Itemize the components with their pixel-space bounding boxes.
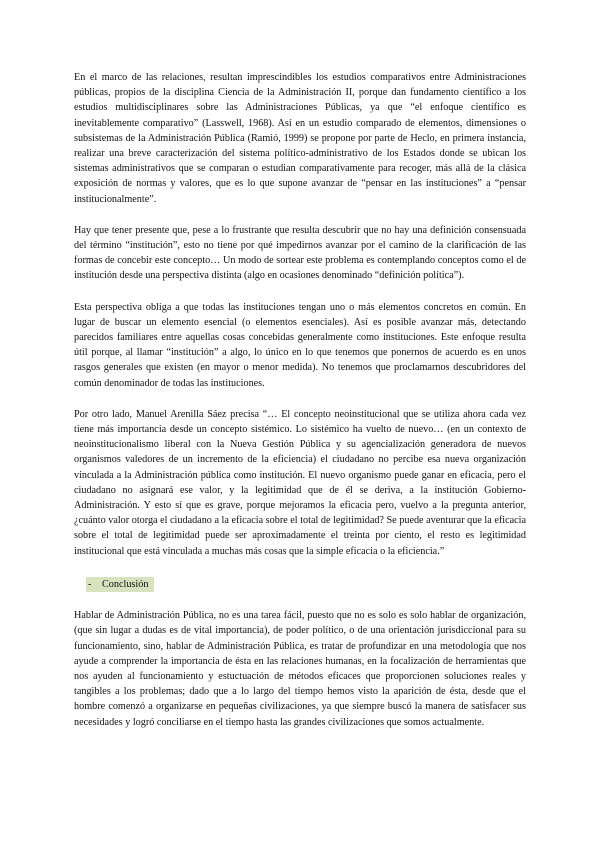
document-page (74, 70, 526, 746)
section-title: Conclusión (102, 578, 149, 590)
paragraph-perspective: Esta perspectiva obliga a que todas las instituciones tengan uno o más elementos concretos en común. En lugar de buscar un elemento esencial (o elementos esenciales). Así es posible avanzar más, detectando parecidos familiares entre aquellas cosas concebidas generalmente como instituciones. Este enfoque resulta útil porque, al llamar “institución” a algo, lo único en lo que tenemos que ponernos de acuerdo es en unos rasgos generales que existen (en mayor o menor medida). No tenemos que proclamarnos descubridores del común denominador de todas las instituciones. (74, 301, 526, 389)
paragraph-conclusion: Hablar de Administración Pública, no es una tarea fácil, puesto que no es solo es solo hablar de organización, (que sin lugar a dudas es de vital importancia), de poder político, o de una orientación jurisdiccional para su funcionamiento, sino, hablar de Administración Pública, es tratar de profundizar en una metodología que nos ayude a comprender la importancia de ésta en las relaciones humanas, en la focalización de herramientas que nos ayuden al funcionamiento y estuctuación de métodos eficaces que proporcionen soluciones reales y tangibles a los problemas; dado que a lo largo del tiempo hemos visto la aparición de ésta, desde que el hombre comenzó a organizarse en pequeñas civilizaciones, ya que siempre buscó la manera de satisfacer sus necesidades y logró conciliarse en el tiempo hasta las grandes civilizaciones que somos actualmente. (74, 610, 526, 728)
section-heading-conclusion (86, 577, 154, 592)
paragraph-comparative-studies: En el marco de las relaciones, resultan imprescindibles los estudios comparativos entre Administraciones públicas, propios de la disciplina Ciencia de la Administración II, porque dan fundamento científico a los estudios multidisciplinares sobre las Administraciones Públicas, ya que “el enfoque científico es inevitablemente comparativo” (Lasswell, 1968). Así en un estudio comparado de elementos, dimensiones o subsistemas de la Administración Pública (Ramió, 1999) se propone por parte de Heclo, en primera instancia, realizar una breve caracterización del sistema político-administrativo de los Estados donde se ubican los sistemas administrativos que se comparan o estudian comparativamente para recoger, más allá de la clásica exposición de normas y valores, que es lo que supone avanzar de “pensar en las instituciones” a “pensar institucionalmente”. (74, 72, 526, 205)
paragraph-arenilla-quote: Por otro lado, Manuel Arenilla Sáez precisa “… El concepto neoinstitucional que se utiliza ahora cada vez tiene más importancia desde un concepto sistémico. Lo sistémico ha vuelto de nuevo… (en un contexto de neoinstitucionalismo liberal con la Nueva Gestión Pública y su agencialización generadora de nuevos organismos valedores de un incremento de la eficiencia) el ciudadano no percibe esa nueva organización vinculada a la Administración pública como institución. El nuevo organismo puede ganar en eficacia, pero el ciudadano no asignará ese valor, y la legitimidad que de él se deriva, a la institución Gobierno-Administración. Y esto sí que es grave, porque mejoramos la eficacia pero, vuelvo a la pregunta anterior, ¿cuánto valor otorga el ciudadano a la eficacia sobre el total de legitimidad? Se puede aventurar que la eficacia sobre el total de legitimidad puede ser aproximadamente el treinta por ciento, el resto es legitimidad institucional que está vinculada a muchas más cosas que la simple eficacia o la eficiencia.” (74, 408, 526, 557)
section-bullet: - (88, 578, 92, 590)
paragraph-institution-definition: Hay que tener presente que, pese a lo frustrante que resulta descubrir que no hay una definición consensuada del término “institución”, esto no tiene por qué impedirnos avanzar por el camino de la clarificación de las formas de concebir este concepto… Un modo de sortear este problema es contemplando conceptos como el de institución desde una perspectiva distinta (algo en ocasiones denominado “definición política”). (74, 224, 526, 282)
